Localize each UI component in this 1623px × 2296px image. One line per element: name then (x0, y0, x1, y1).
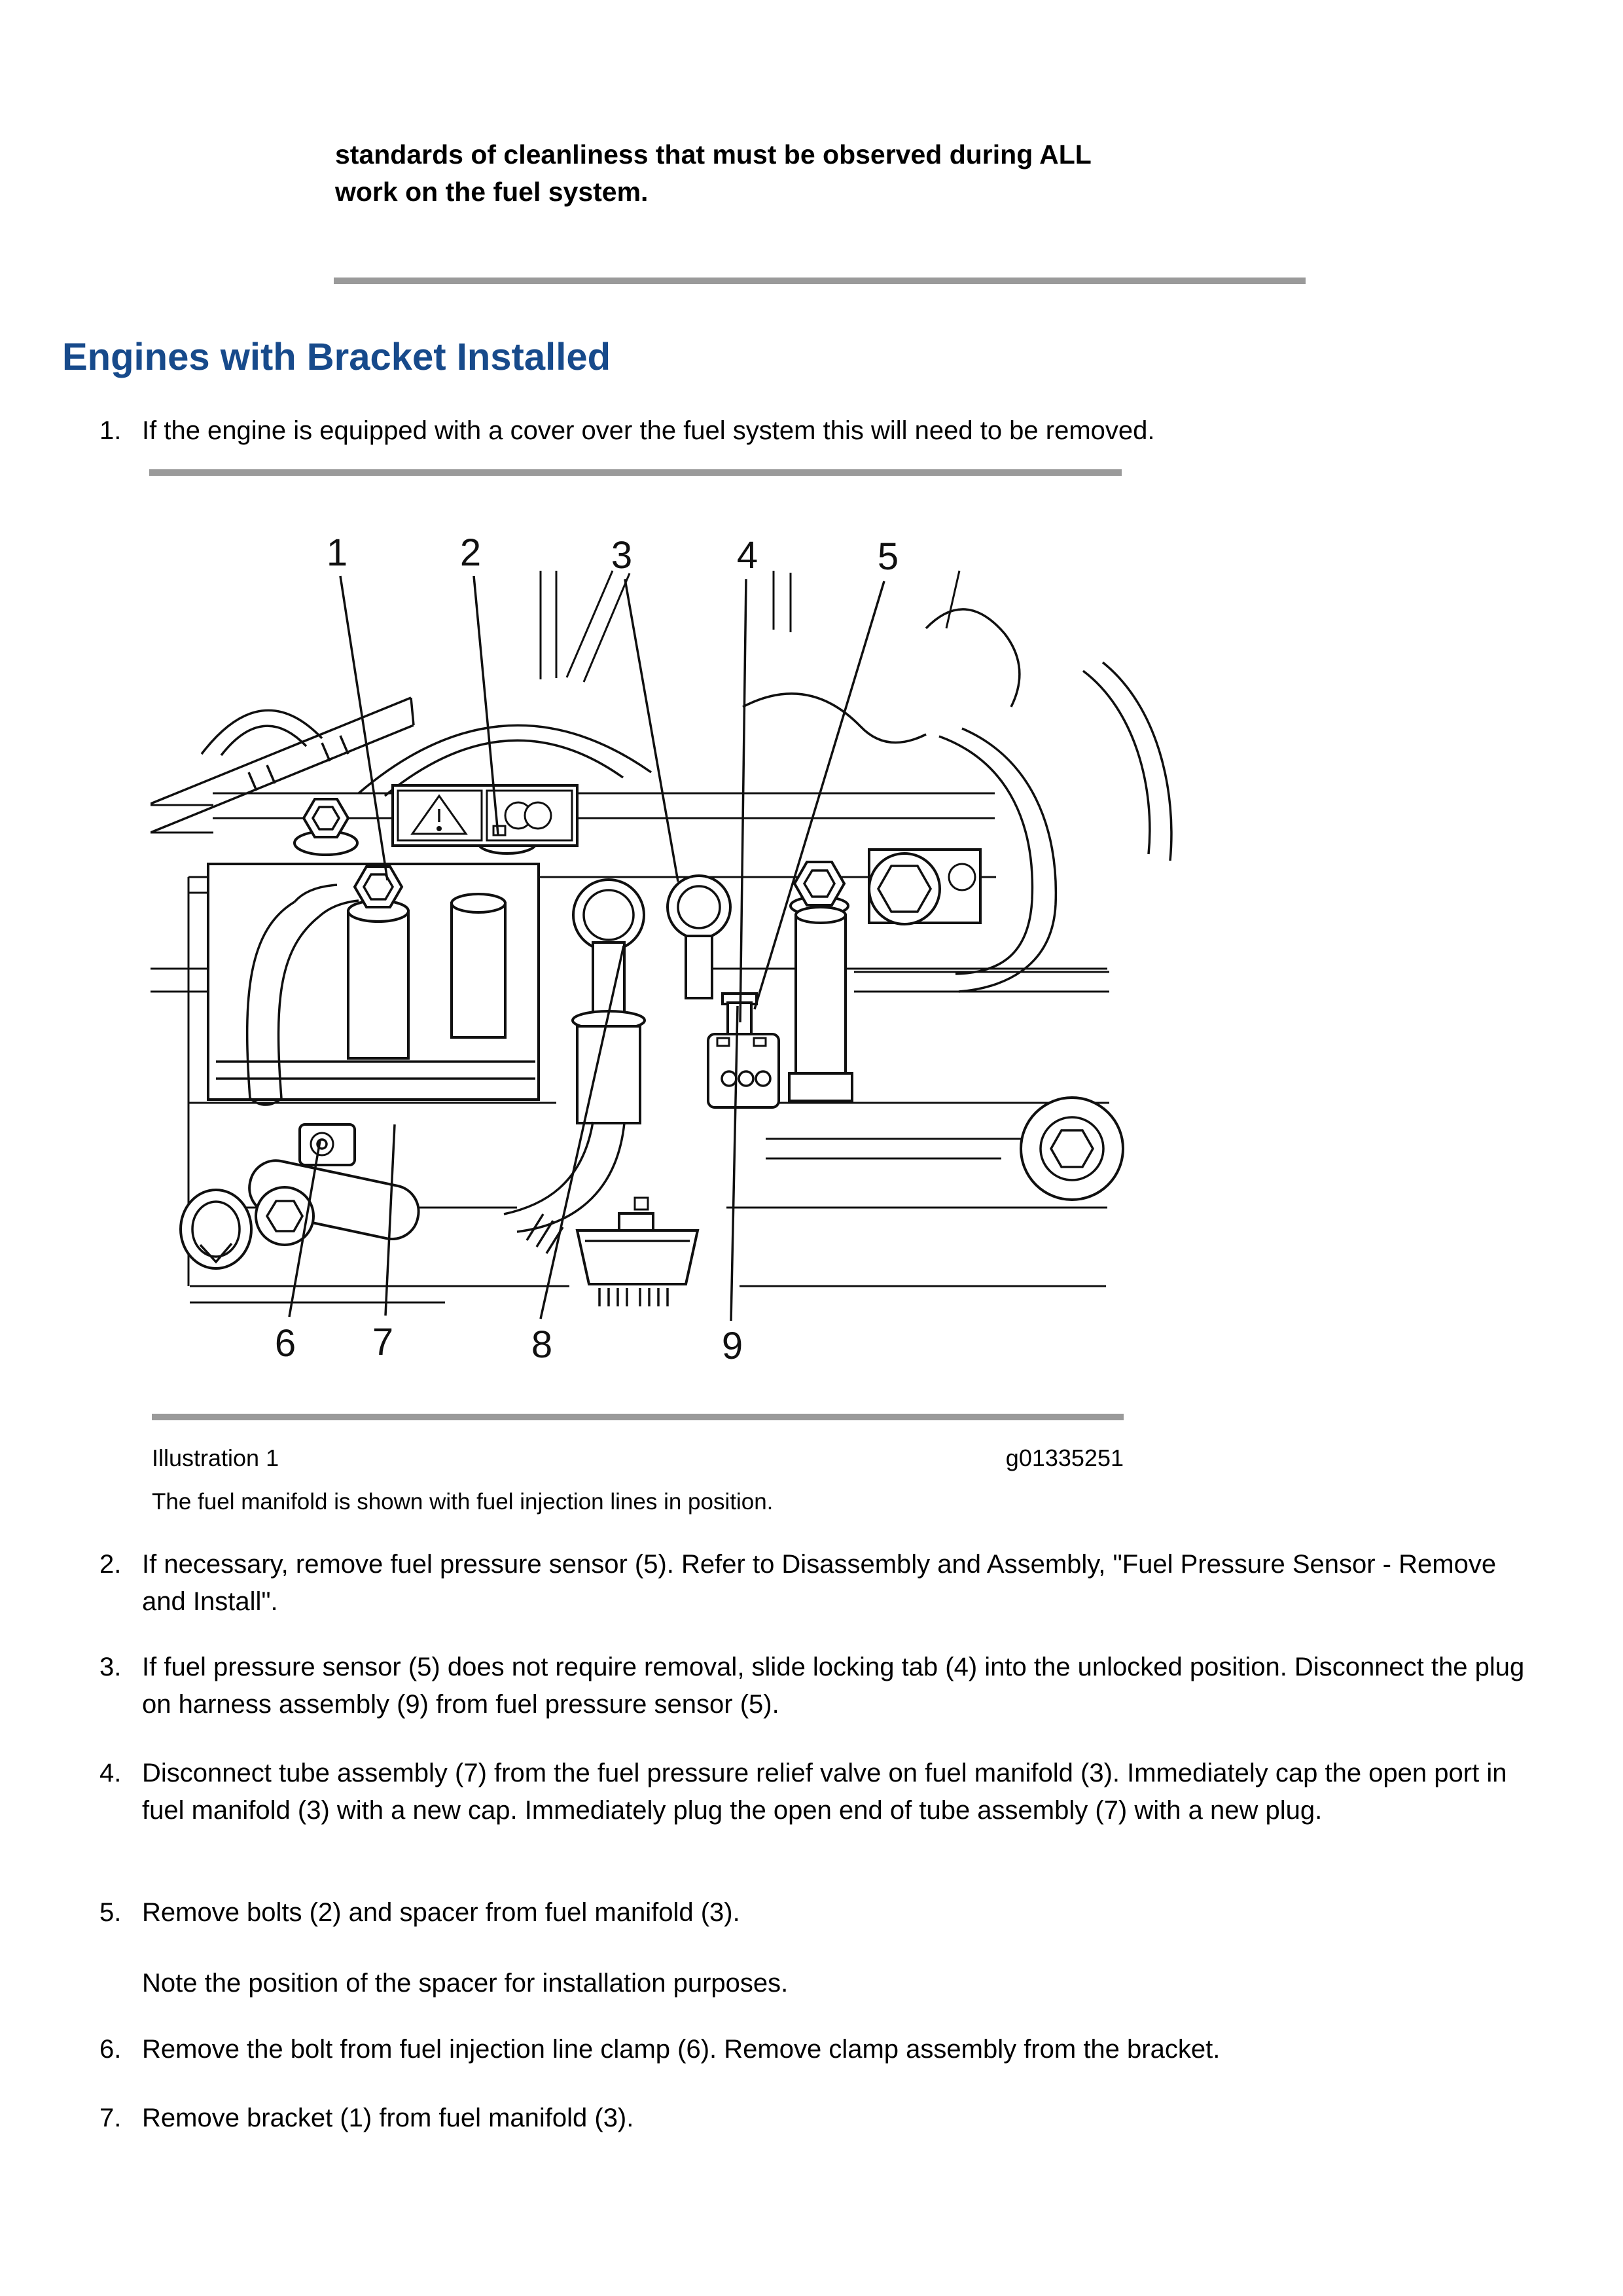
step-6-text: Remove the bolt from fuel injection line clamp (6). Remove clamp assembly from the bracket. (142, 2035, 1221, 2064)
step-5-note: Note the position of the spacer for installation purposes. (142, 1969, 789, 1998)
step-7-number: 7. (99, 2104, 122, 2132)
step-5-number: 5. (99, 1898, 122, 1927)
step-2-number: 2. (99, 1550, 122, 1579)
engine-line-art (151, 571, 1171, 1306)
step-1-number: 1. (99, 416, 122, 445)
step-3-number: 3. (99, 1653, 122, 1681)
step-3-text: If fuel pressure sensor (5) does not require removal, slide locking tab (4) into the unlocked position. Disconnect the plug on harness assembly (9) from fuel pressure sensor (5). (142, 1653, 1525, 1719)
figure-meta-row (152, 1444, 1124, 1473)
step-6-number: 6. (99, 2035, 122, 2064)
callout-4: 4 (736, 534, 758, 577)
callout-8: 8 (531, 1323, 553, 1361)
step-4-number: 4. (99, 1759, 122, 1787)
callout-9: 9 (721, 1325, 743, 1361)
callout-3: 3 (611, 534, 633, 577)
engine-illustration (151, 511, 1178, 1361)
intro-note-line1: standards of cleanliness that must be observed during ALL (335, 139, 1092, 170)
step-4-text: Disconnect tube assembly (7) from the fuel pressure relief valve on fuel manifold (3). Immediately cap the open port in fuel manifold (3) with a new cap. Immediately plug the open end of tube assembly (7) with a new plug. (142, 1759, 1507, 1825)
step-5-text: Remove bolts (2) and spacer from fuel manifold (3). (142, 1898, 740, 1927)
step-7-text: Remove bracket (1) from fuel manifold (3). (142, 2104, 634, 2132)
intro-note-line2: work on the fuel system. (335, 177, 649, 207)
figure-divider-top (149, 469, 1122, 476)
intro-note (335, 136, 1284, 211)
callout-2: 2 (459, 531, 482, 574)
callout-5: 5 (877, 535, 899, 578)
figure-caption: The fuel manifold is shown with fuel injection lines in position. (152, 1489, 774, 1515)
illustration-code: g01335251 (1005, 1444, 1124, 1471)
section-heading: Engines with Bracket Installed (62, 336, 611, 378)
callout-7: 7 (372, 1321, 394, 1361)
step-2-text: If necessary, remove fuel pressure sensor (5). Refer to Disassembly and Assembly, "Fuel Pressure Sensor - Remove and Install". (142, 1550, 1497, 1616)
callout-1: 1 (326, 531, 348, 574)
illustration-label: Illustration 1 (152, 1444, 279, 1471)
callout-6: 6 (274, 1322, 296, 1361)
step-1-text: If the engine is equipped with a cover over the fuel system this will need to be removed. (142, 416, 1155, 445)
section-divider-top (334, 278, 1306, 284)
figure-divider-bottom (152, 1414, 1124, 1420)
